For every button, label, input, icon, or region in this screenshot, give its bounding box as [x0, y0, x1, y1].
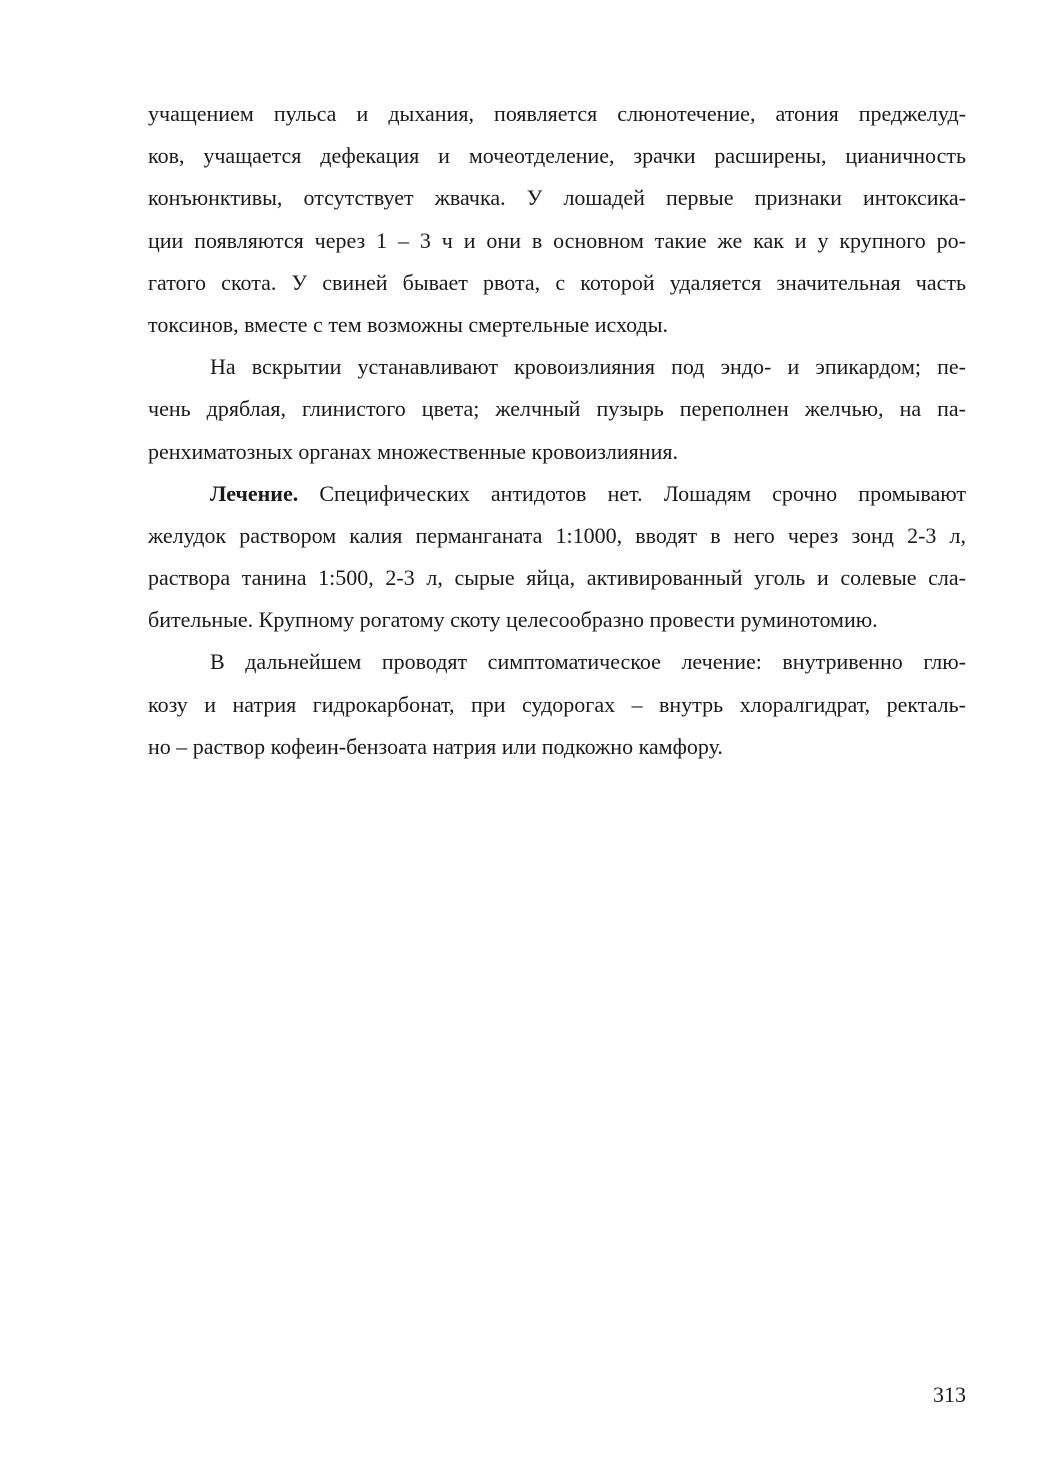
text-line: раствора танина 1:500, 2-3 л, сырые яйца, активированный уголь и солевые сла- — [148, 565, 966, 591]
paragraph-symptoms — [148, 93, 966, 346]
paragraph-autopsy — [148, 346, 966, 473]
text-line — [148, 473, 966, 515]
text-line: ренхиматозных органах множественные кровоизлияния. — [148, 438, 678, 464]
text-line: гатого скота. У свиней бывает рвота, с которой удаляется значительная часть — [148, 269, 966, 295]
page-number: 313 — [933, 1382, 966, 1407]
paragraph-further-treatment — [148, 641, 966, 768]
text-line: чень дряблая, глинистого цвета; желчный пузырь переполнен желчью, на па- — [148, 396, 966, 422]
text-line: но – раствор кофеин-бензоата натрия или подкожно камфору. — [148, 733, 723, 759]
text-line: конъюнктивы, отсутствует жвачка. У лошадей первые признаки интоксика- — [148, 185, 966, 211]
text-line: В дальнейшем проводят симптоматическое лечение: внутривенно глю- — [210, 649, 966, 675]
text-line: бительные. Крупному рогатому скоту целесообразно провести руминотомию. — [148, 607, 878, 633]
text-line: токсинов, вместе с тем возможны смертельные исходы. — [148, 311, 668, 337]
text-line: козу и натрия гидрокарбонат, при судорогах – внутрь хлоралгидрат, ректаль- — [148, 691, 966, 717]
text-line: желудок раствором калия перманганата 1:1000, вводят в него через зонд 2-3 л, — [148, 522, 966, 548]
body-text — [148, 93, 966, 768]
paragraph-treatment — [148, 473, 966, 642]
text-line: ков, учащается дефекация и мочеотделение, зрачки расширены, цианичность — [148, 143, 966, 169]
text-line: ции появляются через 1 – 3 ч и они в основном такие же как и у крупного ро- — [148, 227, 966, 253]
text-line: На вскрытии устанавливают кровоизлияния под эндо- и эпикардом; пе- — [210, 354, 966, 380]
text-line-rest: Специфических антидотов нет. Лошадям срочно промывают — [298, 480, 966, 506]
text-line: учащением пульса и дыхания, появляется слюнотечение, атония преджелуд- — [148, 101, 966, 126]
treatment-heading: Лечение. — [210, 480, 299, 506]
